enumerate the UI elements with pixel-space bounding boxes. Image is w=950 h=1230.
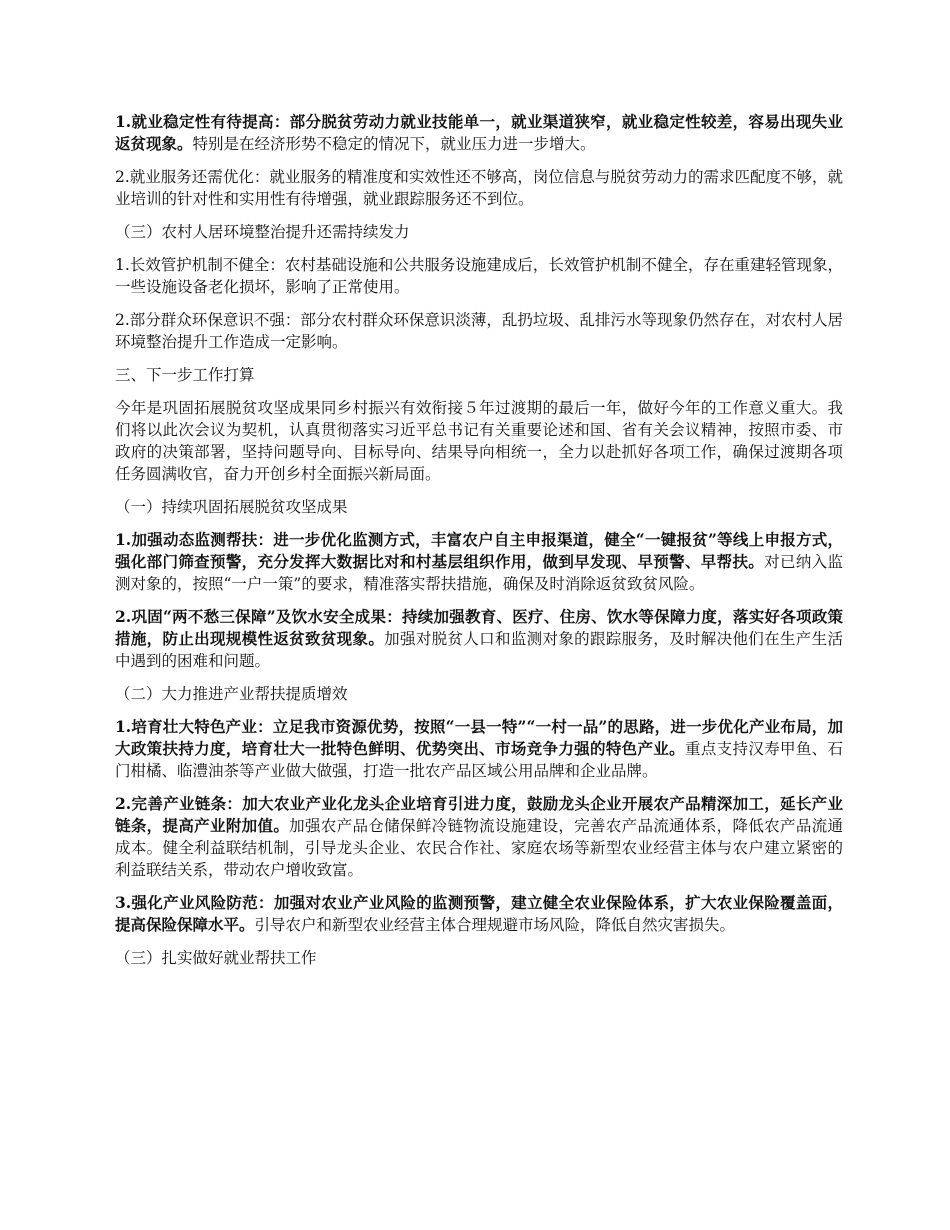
document-body: [115, 111, 843, 980]
paragraph-risk-prevention: [115, 892, 843, 936]
section-heading-rural-environment: （三）农村人居环境整治提升还需持续发力: [115, 223, 410, 241]
paragraph-text: 2.就业服务还需优化：就业服务的精准度和实效性还不够高，岗位信息与脱贫劳动力的需求匹配度不够，就业培训的针对性和实用性有待增强，就业跟踪服务还不到位。: [115, 168, 843, 208]
paragraph-bold-lead: 1.就业稳定性有待提高：部分脱贫劳动力就业技能单一，就业渠道狭窄，就业稳定性较差，容易出现失业返贫现象。: [115, 112, 843, 153]
paragraph-environmental-awareness: [115, 309, 843, 353]
paragraph-text: 对已纳入监测对象的，按照“一户一策”的要求，精准落实帮扶措施，确保及时消除返贫致贫风险。: [115, 553, 843, 593]
section-heading-next-steps: 三、下一步工作打算: [115, 366, 255, 384]
paragraph-maintenance-mechanism: [115, 254, 843, 298]
paragraph-employment-service: [115, 166, 843, 210]
paragraph-dynamic-monitoring: [115, 529, 843, 595]
paragraph-text: 特别是在经济形势不稳定的情况下，就业压力进一步增大。: [192, 135, 596, 153]
paragraph-bold-lead: 3.强化产业风险防范：加强对农业产业风险的监测预警，建立健全农业保险体系，扩大农业保险覆盖面，提高保险保障水平。: [115, 893, 843, 934]
paragraph-industrial-chain: [115, 793, 843, 881]
paragraph-text: 加强农产品仓储保鲜冷链物流设施建设，完善农产品流通体系，降低农产品流通成本。健全利益联结机制，引导龙头企业、农民合作社、家庭农场等新型农业经营主体与农户建立紧密的利益联结关系，带动农户增收致富。: [115, 817, 843, 879]
paragraph-next-steps-intro: [115, 397, 843, 485]
paragraph-employment-stability: [115, 111, 843, 155]
paragraph-bold-lead: 1.培育壮大特色产业：立足我市资源优势，按照“一县一特”“一村一品”的思路，进一步优化产业布局，加大政策扶持力度，培育壮大一批特色鲜明、优势突出、市场竞争力强的特色产业。: [115, 717, 843, 758]
paragraph-two-worries-three-guarantees: [115, 606, 843, 672]
paragraph-bold-lead: 1.加强动态监测帮扶：进一步优化监测方式，丰富农户自主申报渠道，健全“一键报贫”等线上申报方式，强化部门筛查预警，充分发挥大数据比对和村基层组织作用，做到早发现、早预警、早帮扶。: [115, 530, 843, 571]
paragraph-text: 2.部分群众环保意识不强：部分农村群众环保意识淡薄，乱扔垃圾、乱排污水等现象仍然存在，对农村人居环境整治提升工作造成一定影响。: [115, 311, 843, 351]
paragraph-characteristic-industries: [115, 716, 843, 782]
paragraph-bold-lead: 2.巩固“两不愁三保障”及饮水安全成果：持续加强教育、医疗、住房、饮水等保障力度，落实好各项政策措施，防止出现规模性返贫致贫现象。: [115, 607, 843, 648]
paragraph-bold-lead: 2.完善产业链条：加大农业产业化龙头企业培育引进力度，鼓励龙头企业开展农产品精深加工，延长产业链条，提高产业附加值。: [115, 794, 843, 835]
paragraph-text: 1.长效管护机制不健全：农村基础设施和公共服务设施建成后，长效管护机制不健全，存在重建轻管现象，一些设施设备老化损坏，影响了正常使用。: [115, 256, 843, 296]
section-heading-employment-assistance: （三）扎实做好就业帮扶工作: [115, 949, 317, 967]
section-heading-industrial-assistance: （二）大力推进产业帮扶提质增效: [115, 685, 348, 703]
paragraph-text: 引导农户和新型农业经营主体合理规避市场风险，降低自然灾害损失。: [254, 916, 736, 934]
paragraph-text: 加强对脱贫人口和监测对象的跟踪服务，及时解决他们在生产生活中遇到的困难和问题。: [115, 630, 843, 670]
paragraph-text: 重点支持汉寿甲鱼、石门柑橘、临澧油茶等产业做大做强，打造一批农产品区域公用品牌和企业品牌。: [115, 740, 843, 780]
paragraph-text: 今年是巩固拓展脱贫攻坚成果同乡村振兴有效衔接５年过渡期的最后一年，做好今年的工作意义重大。我们将以此次会议为契机，认真贯彻落实习近平总书记有关重要论述和国、省有关会议精神，按照市委、市政府的决策部署，坚持问题导向、目标导向、结果导向相统一，全力以赴抓好各项工作，确保过渡期各项任务圆满收官，奋力开创乡村全面振兴新局面。: [115, 399, 843, 483]
section-heading-consolidate-achievements: （一）持续巩固拓展脱贫攻坚成果: [115, 498, 348, 516]
